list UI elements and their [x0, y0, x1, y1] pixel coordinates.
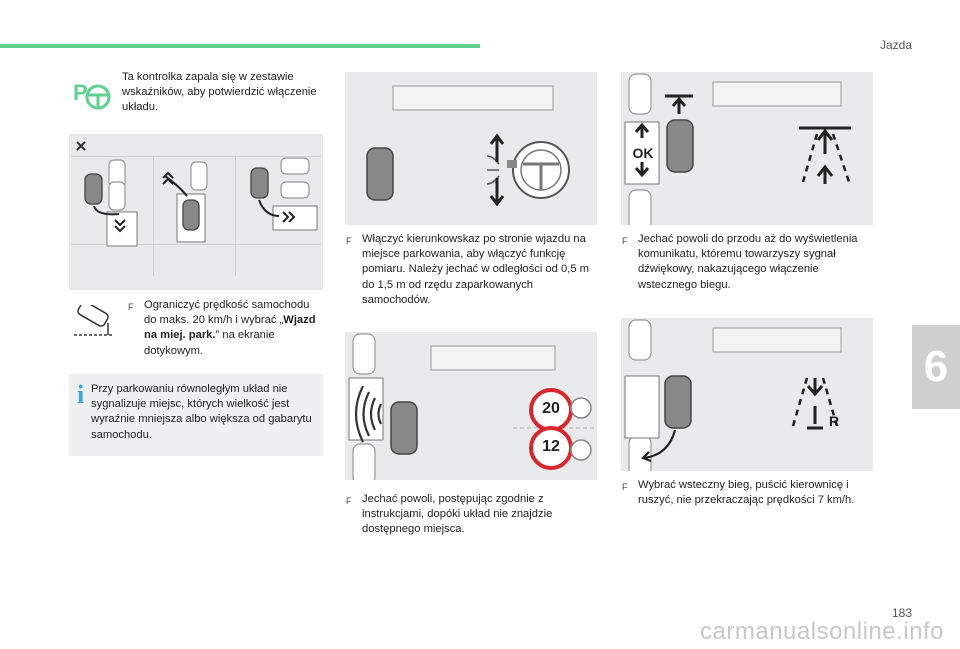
step1-prefix: Ograniczyć prędkość samochodu do maks. 20 km/h i wybrać „	[144, 299, 310, 327]
step3-text: Jechać powoli, postępując zgodnie z instrukcjami, dopóki układ nie znajdzie dostępnego miejsca.	[362, 493, 553, 536]
watermark: carmanualsonline.info	[700, 618, 944, 645]
header-accent-bar	[0, 44, 480, 48]
bullet-marker: F	[346, 496, 352, 506]
indicator-text: Ta kontrolka zapala się w zestawie wskaźników, aby potwierdzić włączenie układu.	[122, 71, 317, 114]
page-number: 183	[891, 606, 912, 620]
section-title: Jazda	[879, 38, 912, 52]
step1-text	[144, 298, 320, 359]
forward-ok-figure	[621, 72, 873, 225]
speed-sign-12: 12	[542, 438, 560, 455]
bullet-marker: F	[346, 236, 352, 246]
note-text: Przy parkowaniu równoległym układ nie sygnalizuje miejsc, których wielkość jest wyraźnie mniejsza albo większa od gabarytu samochodu.	[91, 383, 312, 441]
reverse-gear-label: R	[829, 413, 840, 429]
step1-suffix: ” na ekranie dotykowym.	[144, 329, 275, 357]
park-mode-figure	[69, 134, 323, 290]
speed-limit-car-icon	[72, 305, 114, 339]
chapter-number: 6	[923, 342, 949, 391]
park-assist-indicator-icon	[72, 78, 114, 112]
step2-text: Włączyć kierunkowskaz po stronie wjazdu na miejsce parkowania, aby włączyć funkcję pomiaru. Należy jechać w odległości od 0,5 m do 1,5 m od rzędu zaparkowanych samochodów.	[362, 233, 589, 306]
turn-signal-figure	[345, 72, 597, 225]
svg-text:P: P	[73, 80, 88, 105]
note-box	[69, 374, 323, 456]
speed-sign-20: 20	[542, 400, 560, 417]
step1-bold: Wjazd na miej. park.	[144, 314, 316, 342]
bullet-marker: F	[128, 302, 134, 312]
bullet-marker: F	[622, 482, 628, 492]
step4-text: Jechać powoli do przodu aż do wyświetlenia komunikatu, któremu towarzyszy sygnał dźwiękowy, nakazującego włączenie wstecznego biegu.	[638, 233, 858, 291]
reverse-figure	[621, 318, 873, 471]
ok-label: OK	[632, 145, 654, 161]
step5-text: Wybrać wsteczny bieg, puścić kierownicę i ruszyć, nie przekraczając prędkości 7 km/h.	[638, 479, 855, 507]
bullet-marker: F	[622, 236, 628, 246]
chapter-tab	[912, 325, 960, 409]
info-icon: i	[77, 380, 85, 409]
